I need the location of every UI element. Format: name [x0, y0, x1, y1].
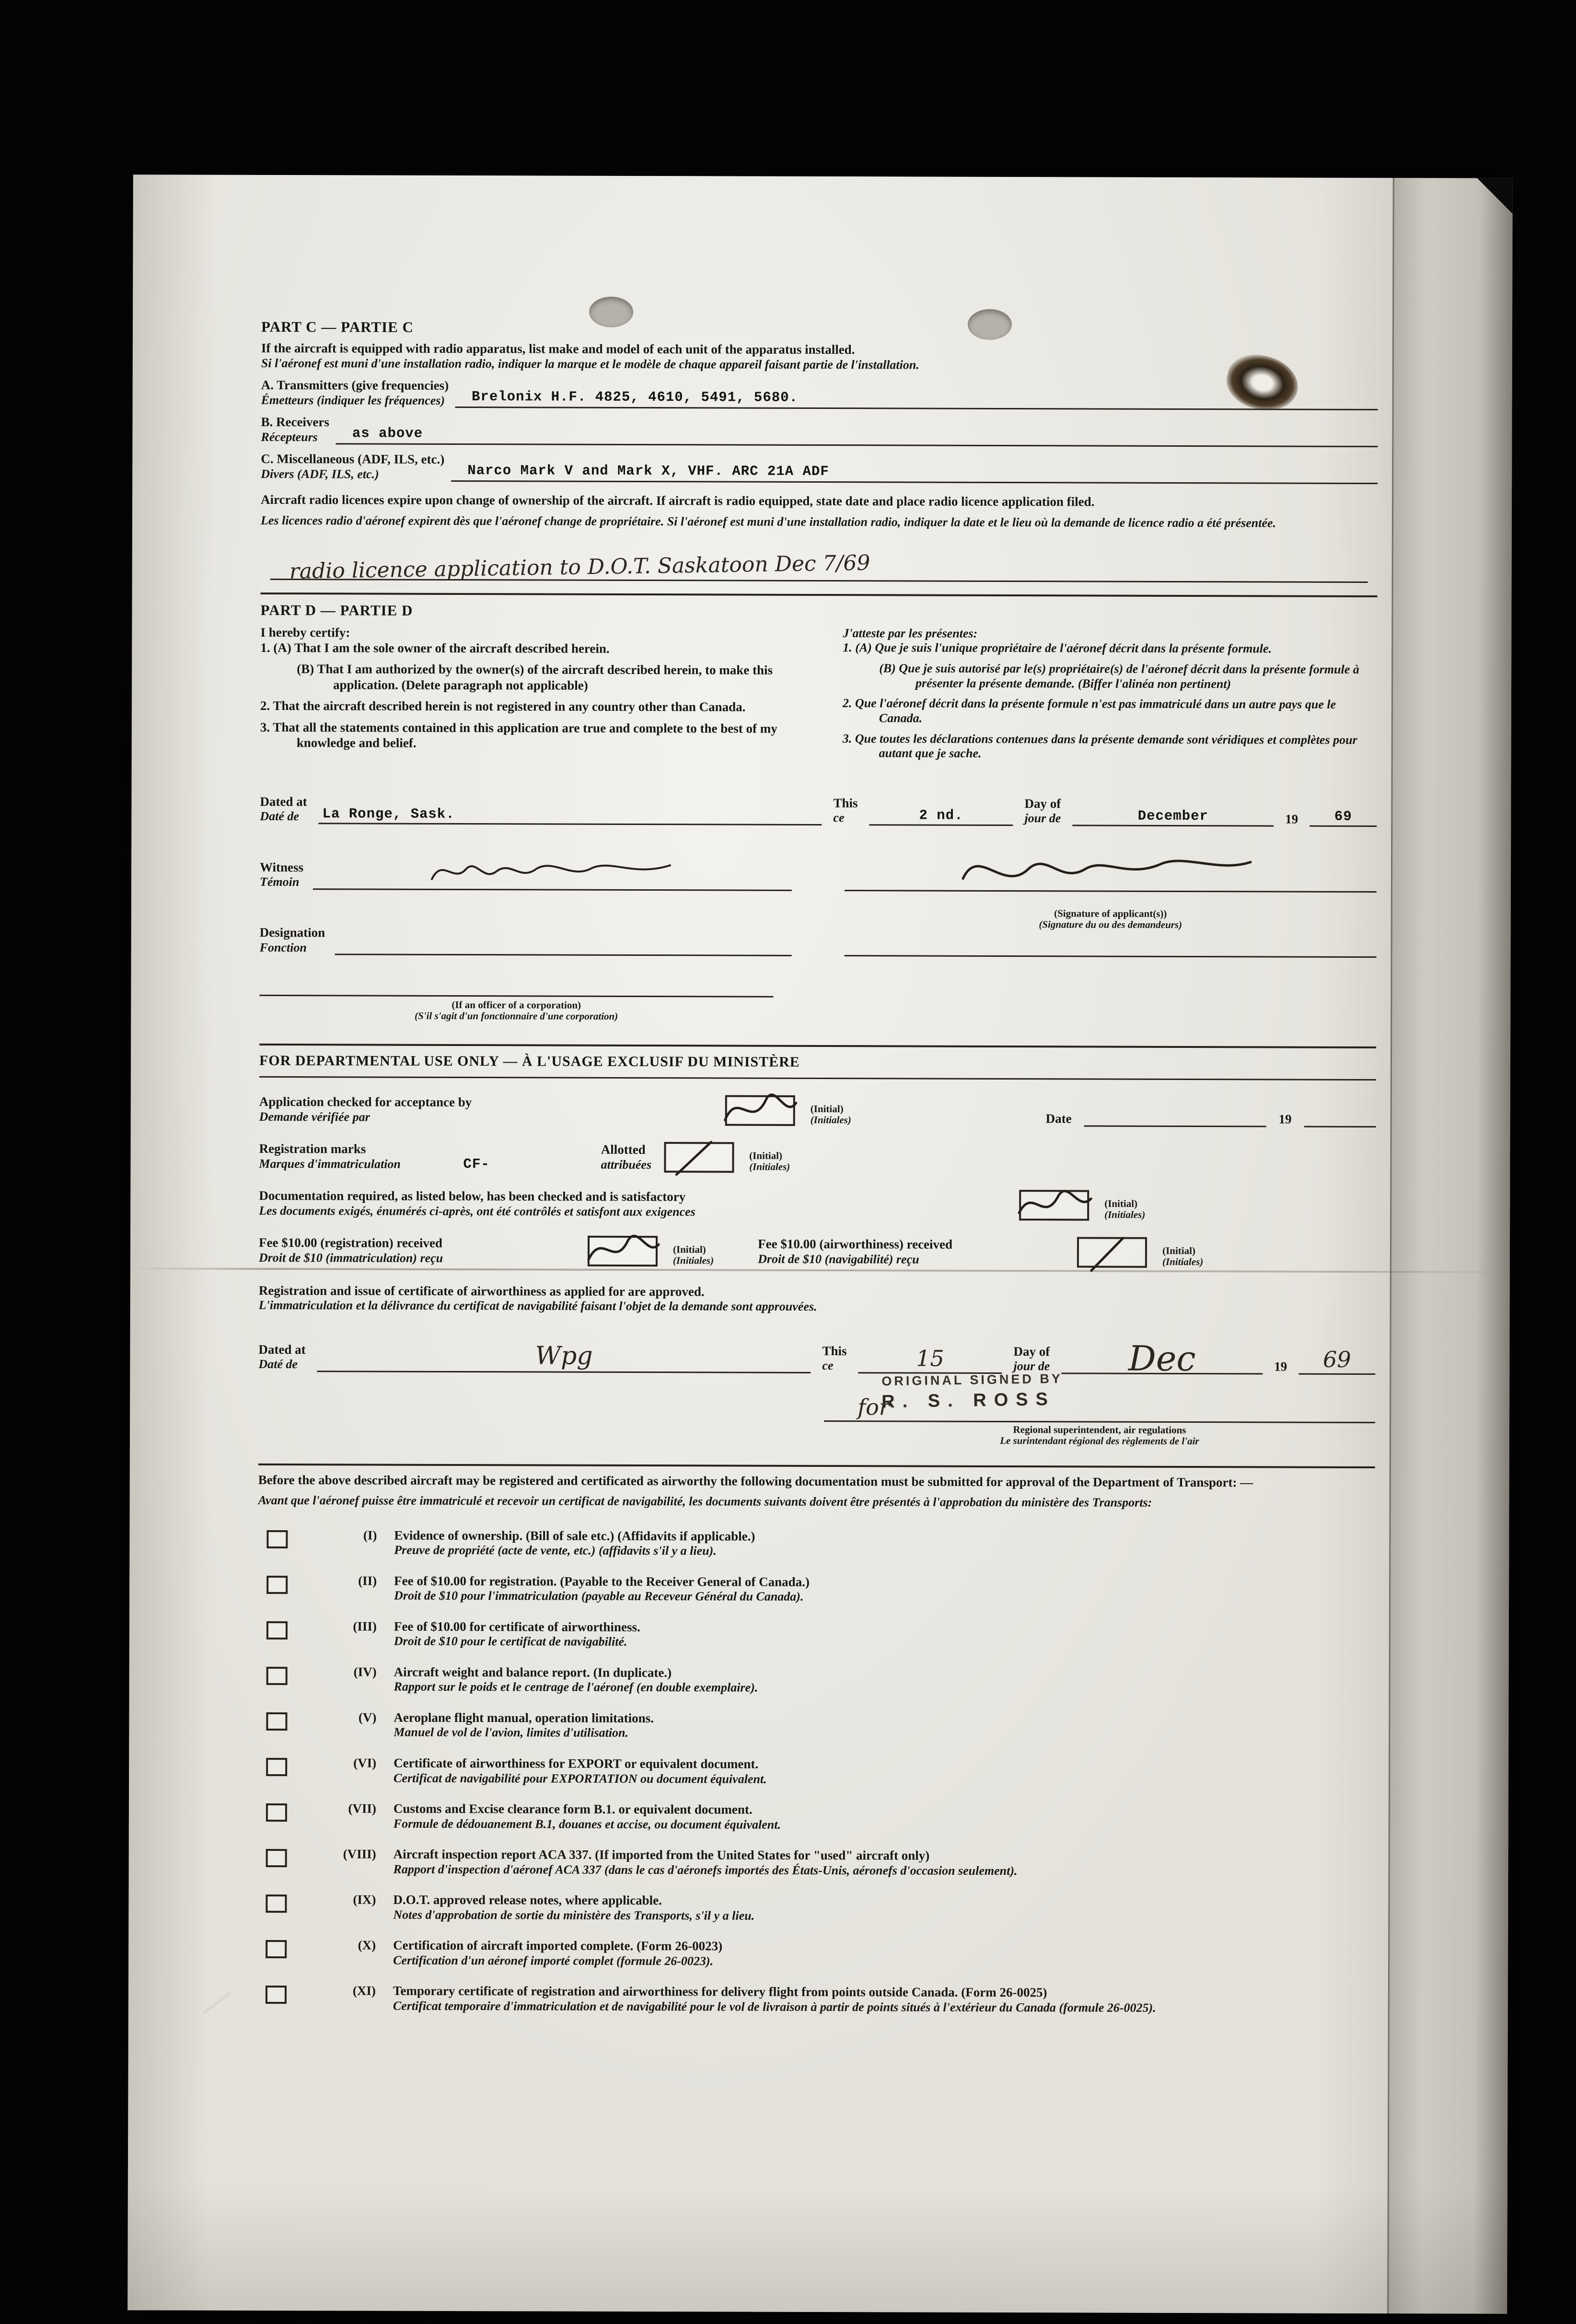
dept-dated-label-fr: Daté de [258, 1357, 298, 1371]
corporation-note-block [259, 977, 773, 1023]
transmitters-value: Brelonix H.F. 4825, 4610, 5491, 5680. [472, 389, 798, 406]
item-text-fr: Formule de dédouanement B.1, douanes et accise, ou document équivalent. [393, 1816, 781, 1832]
item-text-en: Aircraft inspection report ACA 337. (If imported from the United States for "used" aircraft only) [393, 1847, 930, 1863]
radio-licence-entry-field[interactable] [270, 550, 1368, 584]
certify-en-2: 2. That the aircraft described herein is not registered in any country other than Canada. [260, 698, 746, 714]
miscellaneous-value-field[interactable] [451, 463, 1378, 484]
section-requirements [257, 1472, 1375, 2016]
superintendent-label-fr: Le surintendant régional des règlements de l'air [1000, 1434, 1199, 1447]
dept-dated-place-value: Wpg [535, 1341, 593, 1371]
item-text-en: Evidence of ownership. (Bill of sale etc.) (Affidavits if applicable.) [394, 1528, 755, 1544]
witness-signature-field[interactable] [313, 854, 792, 891]
dated-at-label-en: Dated at [260, 794, 307, 809]
item-text-en: Temporary certificate of registration and airworthiness for delivery flight from points outside Canada. (Form 26-0025) [393, 1984, 1047, 2000]
initials-scribble [718, 1086, 805, 1134]
receivers-label-fr: Récepteurs [261, 430, 318, 444]
dept-day-number-value: 15 [916, 1345, 944, 1371]
approval-stamp-block [258, 1368, 1375, 1447]
dated-at-label-fr: Daté de [260, 809, 299, 824]
transmitters-label-fr: Émetteurs (indiquer les fréquences) [261, 393, 445, 407]
app-checked-initial-box[interactable] [725, 1095, 795, 1126]
item-text-fr: Droit de $10 pour l'immatriculation (payable au Receveur Général du Canada). [394, 1588, 804, 1604]
fee-registration-label-fr: Droit de $10 (immatriculation) reçu [258, 1250, 443, 1265]
superintendent-label-en: Regional superintendent, air regulations [1013, 1423, 1186, 1436]
day-number-field[interactable] [869, 806, 1013, 826]
designation-label-en: Designation [259, 925, 325, 940]
checkbox-xi[interactable] [266, 1986, 287, 2004]
officer-note-en: (If an officer of a corporation) [452, 999, 581, 1011]
applicant-signature [957, 849, 1264, 890]
certify-column-fr [843, 626, 1378, 768]
field-miscellaneous [261, 451, 1378, 484]
for-annotation: for [858, 1394, 890, 1420]
item-text-en: D.O.T. approved release notes, where applicable. [393, 1892, 662, 1908]
requirement-item-8 [257, 1846, 1374, 1879]
part-c-heading: PART C — PARTIE C [261, 318, 414, 336]
item-text-fr: Rapport sur le poids et le centrage de l'aéronef (en double exemplaire). [394, 1680, 758, 1695]
item-number: (X) [358, 1938, 376, 1952]
corner-fold [1477, 178, 1513, 214]
month-field[interactable] [1072, 807, 1274, 827]
allotted-label-fr: attribuées [601, 1157, 652, 1172]
certify-title-fr: J'atteste par les présentes: [843, 626, 978, 640]
reg-marks-label-en: Registration marks [259, 1141, 366, 1156]
divider [261, 592, 1378, 597]
item-number: (I) [363, 1528, 377, 1543]
initials-scribble [1012, 1181, 1099, 1229]
year-field[interactable] [1309, 808, 1377, 827]
initial-label-fr: (Initiales) [749, 1161, 790, 1173]
allotted-label-en: Allotted [601, 1142, 646, 1157]
transmitters-label-en: A. Transmitters (give frequencies) [261, 378, 449, 393]
item-text-fr: Certificat de navigabilité pour EXPORTATION ou document équivalent. [394, 1771, 767, 1786]
item-text-fr: Droit de $10 pour le certificat de navigabilité. [394, 1634, 627, 1649]
certify-fr-3: 3. Que toutes les déclarations contenues dans la présente demande sont véridiques et complètes pour autant que je sache. [842, 731, 1357, 761]
item-number: (VII) [348, 1801, 376, 1816]
registration-prefix: CF- [463, 1156, 490, 1172]
initial-label-fr: (Initiales) [1162, 1256, 1204, 1268]
dated-place-value: La Ronge, Sask. [322, 806, 455, 823]
dept-year-field[interactable] [1304, 1108, 1376, 1127]
month-value: December [1137, 808, 1208, 825]
certify-column-en [260, 625, 795, 767]
this-label-fr: ce [833, 811, 845, 825]
applicant-signature-caption-fr: (Signature du ou des demandeurs) [1039, 918, 1182, 931]
initial-label-en: (Initial) [1104, 1197, 1138, 1210]
dated-place-field[interactable] [319, 805, 822, 825]
item-text-en: Certification of aircraft imported complete. (Form 26-0023) [393, 1938, 723, 1953]
requirement-item-10 [257, 1937, 1374, 1970]
field-transmitters [261, 377, 1378, 410]
divider [259, 1076, 1376, 1080]
section-part-d [259, 601, 1377, 1024]
designation-label-fr: Fonction [259, 940, 307, 954]
approved-note-en: Registration and issue of certificate of airworthiness as applied for are approved. [258, 1283, 705, 1299]
applicant-signature-field[interactable] [845, 848, 1377, 893]
dept-dated-year-prefix: 19 [1274, 1359, 1287, 1374]
certify-fr-1b: (B) Que je suis autorisé par le(s) propriétaire(s) de l'aéronef décrit dans la présente formule à présenter la présente demande. (Biffer l'alinéa non pertinent) [879, 661, 1359, 691]
divider [259, 1043, 1376, 1048]
initial-label-fr: (Initiales) [810, 1114, 851, 1126]
app-checked-label-fr: Demande vérifiée par [259, 1109, 370, 1124]
dept-dated-label-en: Dated at [258, 1342, 306, 1357]
requirement-item-9 [257, 1892, 1374, 1925]
corporation-field[interactable] [259, 977, 773, 998]
applicant-designation-field[interactable] [845, 937, 1377, 958]
applicant-signature-caption-en: (Signature of applicant(s)) [1054, 907, 1167, 920]
this-label-en: This [833, 796, 858, 811]
allotted-initial-box[interactable] [664, 1142, 734, 1173]
slash-mark [1070, 1228, 1142, 1276]
dept-day-of-label-fr: jour de [1013, 1359, 1050, 1373]
checkbox-vi[interactable] [266, 1758, 287, 1776]
fee-registration-initial-box[interactable] [588, 1235, 658, 1266]
item-text-en: Aircraft weight and balance report. (In duplicate.) [394, 1664, 672, 1680]
requirement-item-6 [257, 1755, 1374, 1788]
fee-airworthiness-initial-box[interactable] [1077, 1237, 1147, 1267]
item-number: (IV) [353, 1664, 377, 1679]
initial-label-fr: (Initiales) [672, 1255, 714, 1267]
app-checked-label-en: Application checked for acceptance by [259, 1094, 472, 1110]
page-edge-fold [1387, 178, 1513, 2314]
item-text-fr: Notes d'approbation de sortie du ministère des Transports, s'il y a lieu. [393, 1907, 755, 1923]
documentation-row [259, 1187, 1376, 1221]
witness-label-fr: Témoin [259, 875, 300, 889]
dept-this-label-fr: ce [822, 1358, 834, 1372]
divider [258, 1464, 1375, 1468]
requirement-item-2 [258, 1573, 1375, 1606]
part-c-intro-fr: Si l'aéronef est muni d'une installation radio, indiquer la marque et le modèle de chaque appareil faisant partie de l'installation. [261, 356, 919, 372]
checkbox-i[interactable] [267, 1530, 288, 1548]
radio-licence-note-fr: Les licences radio d'aéronef expirent dès que l'aéronef change de propriétaire. Si l'aéronef est muni d'une installation radio, indiquer la date et le lieu où la demande de licence radio a été présentée. [260, 513, 1276, 530]
item-number: (V) [358, 1710, 377, 1725]
item-text-fr: Rapport d'inspection d'aéronef ACA 337 (dans le cas d'aéronefs importés des États-Unis, aéronefs d'occasion seulement). [393, 1862, 1018, 1878]
checkbox-iv[interactable] [267, 1667, 288, 1685]
day-of-label-en: Day of [1024, 796, 1061, 811]
certify-fr-2: 2. Que l'aéronef décrit dans la présente formule n'est pas immatriculé dans un autre pays que le Canada. [842, 696, 1336, 725]
initials-scribble [581, 1227, 667, 1275]
requirements-intro-fr: Avant que l'aéronef puisse être immatriculé et recevoir un certificat de navigabilité, les documents suivants doivent être présentés à l'approbation du ministère des Transports: [258, 1493, 1152, 1510]
scratch-artifact [203, 1991, 231, 2014]
approved-note-fr: L'immatriculation et la délivrance du certificat de navigabilité faisant l'objet de la demande sont approuvées. [258, 1298, 817, 1313]
miscellaneous-value: Narco Mark V and Mark X, VHF. ARC 21A ADF [467, 463, 829, 480]
item-text-en: Customs and Excise clearance form B.1. or equivalent document. [393, 1801, 753, 1817]
date-label: Date [1045, 1111, 1072, 1126]
signature-row [260, 847, 1377, 893]
certify-en-3: 3. That all the statements contained in this application are true and complete to the best of my knowledge and belief. [260, 720, 777, 750]
item-number: (XI) [352, 1983, 376, 1999]
receivers-value-field[interactable] [336, 426, 1378, 448]
dept-day-of-label-en: Day of [1013, 1344, 1050, 1359]
part-d-heading: PART D — PARTIE D [260, 601, 413, 619]
item-text-fr: Manuel de vol de l'avion, limites d'utilisation. [394, 1725, 629, 1740]
item-number: (VI) [353, 1755, 377, 1770]
section-part-c [261, 318, 1378, 583]
item-number: (III) [353, 1619, 377, 1634]
witness-label-en: Witness [260, 860, 304, 875]
initial-label-en: (Initial) [810, 1103, 844, 1115]
radio-licence-entry: radio licence application to D.O.T. Saskatoon Dec 7/69 [289, 550, 870, 584]
item-text-en: Fee of $10.00 for certificate of airworthiness. [394, 1619, 640, 1634]
fees-row [259, 1234, 1376, 1268]
item-text-fr: Preuve de propriété (acte de vente, etc.) (affidavits s'il y a lieu). [394, 1543, 717, 1558]
fee-airworthiness-label-en: Fee $10.00 (airworthiness) received [758, 1237, 953, 1252]
scanned-form-page [127, 174, 1513, 2314]
checkbox-viii[interactable] [266, 1849, 287, 1867]
stamp-signer-name: R. S. ROSS [881, 1389, 1056, 1412]
item-number: (IX) [353, 1892, 376, 1907]
stamp-original-signed-by: ORIGINAL SIGNED BY [881, 1371, 1063, 1388]
requirement-item-1 [258, 1527, 1375, 1560]
initial-label-en: (Initial) [672, 1243, 706, 1255]
designation-row [260, 906, 1377, 958]
initial-label-en: (Initial) [1162, 1245, 1196, 1257]
initial-label-en: (Initial) [749, 1150, 783, 1162]
witness-signature [428, 854, 677, 888]
dept-month-value: Dec [1128, 1338, 1196, 1379]
item-text-en: Certificate of airworthiness for EXPORT or equivalent document. [394, 1755, 759, 1771]
checkbox-iii[interactable] [267, 1621, 288, 1639]
day-number-value: 2 nd. [919, 807, 963, 824]
day-of-label-fr: jour de [1024, 811, 1061, 825]
requirement-item-7 [257, 1801, 1374, 1834]
checkbox-v[interactable] [266, 1712, 287, 1731]
requirement-item-11 [257, 1983, 1374, 2016]
documentation-label-fr: Les documents exigés, énumérés ci-après, ont été contrôlés et satisfont aux exigences [259, 1203, 695, 1219]
item-text-fr: Certificat temporaire d'immatriculation et de navigabilité pour le vol de livraison à partir de points situés à l'extérieur du Canada (formule 26-0025). [393, 1999, 1156, 2015]
fee-airworthiness-label-fr: Droit de $10 (navigabilité) reçu [758, 1252, 919, 1267]
radio-licence-note-en: Aircraft radio licences expire upon change of ownership of the aircraft. If aircraft is radio equipped, state date and place radio licence application filed. [261, 492, 1095, 509]
certify-fr-1a: 1. (A) Que je suis l'unique propriétaire de l'aéronef décrit dans la présente formule. [843, 640, 1272, 656]
receivers-label-en: B. Receivers [261, 415, 329, 430]
item-text-fr: Certification d'un aéronef importé complet (formule 26-0023). [393, 1953, 714, 1968]
departmental-heading: FOR DEPARTMENTAL USE ONLY — À L'USAGE EXCLUSIF DU MINISTÈRE [259, 1052, 800, 1070]
requirement-item-5 [257, 1709, 1374, 1743]
dept-date-field[interactable] [1084, 1107, 1266, 1127]
application-checked-row [259, 1093, 1376, 1127]
documentation-initial-box[interactable] [1019, 1190, 1089, 1220]
certify-en-1b: (B) That I am authorized by the owner(s) of the aircraft described herein, to make this application. (Delete paragraph not applicable) [297, 662, 773, 693]
checkbox-x[interactable] [266, 1940, 287, 1958]
officer-note-fr: (S'il s'agit d'un fonctionnaire d'une corporation) [415, 1010, 618, 1023]
checkbox-ii[interactable] [267, 1576, 288, 1594]
requirement-item-4 [258, 1664, 1375, 1697]
dept-this-label-en: This [822, 1343, 847, 1358]
year-prefix: 19 [1285, 812, 1298, 826]
part-c-intro-en: If the aircraft is equipped with radio apparatus, list make and model of each unit of the apparatus installed. [261, 341, 855, 357]
initial-label-fr: (Initiales) [1104, 1208, 1146, 1221]
section-departmental [258, 1052, 1376, 1447]
checkbox-vii[interactable] [266, 1803, 287, 1822]
field-receivers [261, 414, 1378, 447]
certify-title-en: I hereby certify: [260, 625, 350, 640]
receivers-value: as above [352, 425, 423, 442]
designation-field[interactable] [335, 936, 792, 956]
dept-dated-year-value: 69 [1323, 1346, 1351, 1372]
requirement-item-3 [258, 1618, 1375, 1651]
dated-at-row [260, 794, 1377, 827]
year-value: 69 [1334, 808, 1352, 825]
reg-marks-label-fr: Marques d'immatriculation [259, 1156, 401, 1171]
miscellaneous-label-en: C. Miscellaneous (ADF, ILS, etc.) [261, 452, 445, 467]
transmitters-value-field[interactable] [455, 389, 1378, 410]
miscellaneous-label-fr: Divers (ADF, ILS, etc.) [261, 466, 379, 481]
item-number: (II) [358, 1573, 377, 1588]
item-text-en: Fee of $10.00 for registration. (Payable to the Receiver General of Canada.) [394, 1573, 810, 1589]
dept-year-prefix: 19 [1278, 1112, 1292, 1127]
item-number: (VIII) [343, 1847, 376, 1861]
fee-registration-label-en: Fee $10.00 (registration) received [258, 1235, 442, 1251]
requirements-intro-en: Before the above described aircraft may be registered and certificated as airworthy the following documentation must be submitted for approval of the Department of Transport: — [258, 1472, 1253, 1490]
slash-mark [657, 1133, 729, 1181]
documentation-label-en: Documentation required, as listed below, has been checked and is satisfactory [259, 1188, 686, 1204]
certify-en-1a: 1. (A) That I am the sole owner of the aircraft described herein. [260, 640, 610, 656]
item-text-en: Aeroplane flight manual, operation limitations. [394, 1710, 654, 1726]
checkbox-ix[interactable] [266, 1894, 287, 1913]
registration-marks-row [259, 1140, 1376, 1174]
